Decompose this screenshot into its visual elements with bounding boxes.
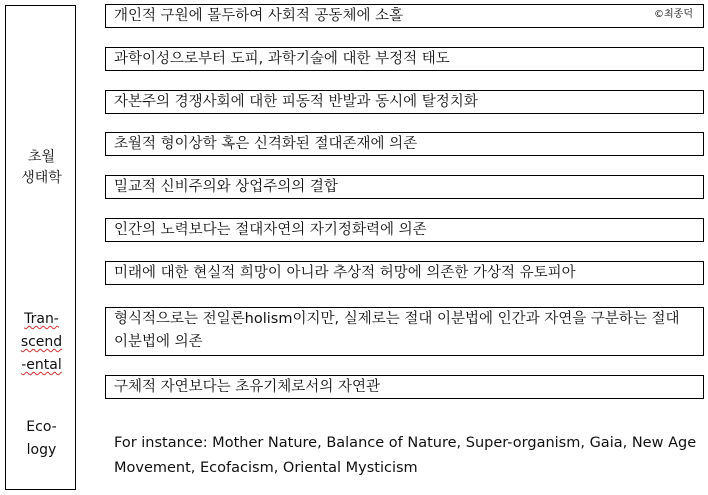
category-label-line: Tran- bbox=[24, 311, 59, 327]
characteristic-box-1 bbox=[105, 4, 704, 28]
characteristic-box-9 bbox=[105, 375, 704, 399]
left-category-panel bbox=[5, 5, 76, 490]
characteristic-text: 자본주의 경쟁사회에 대한 피동적 반발과 동시에 탈정치화 bbox=[114, 94, 478, 110]
category-label-line: 생태학 bbox=[21, 170, 62, 186]
category-label-line: scend bbox=[20, 334, 63, 350]
characteristic-text: 형식적으로는 전일론holism이지만, 실제로는 절대 이분법에 인간과 자연을 구분하는 절대 이분법에 의존 bbox=[114, 311, 680, 350]
characteristic-box-8 bbox=[105, 307, 704, 356]
characteristic-text: 과학이성으로부터 도피, 과학기술에 대한 부정적 태도 bbox=[114, 51, 450, 67]
characteristic-box-7 bbox=[105, 261, 704, 285]
characteristic-text: 초월적 형이상학 혹은 신격화된 절대존재에 의존 bbox=[114, 136, 418, 152]
copyright-label: ©최종덕 bbox=[654, 9, 693, 20]
characteristic-text: 개인적 구원에 몰두하여 사회적 공동체에 소홀 bbox=[114, 8, 404, 24]
characteristic-text: 밀교적 신비주의와 상업주의의 결합 bbox=[114, 179, 338, 195]
characteristic-text: 미래에 대한 현실적 희망이 아니라 추상적 허망에 의존한 가상적 유토피아 bbox=[114, 265, 576, 281]
characteristic-box-4 bbox=[105, 132, 704, 156]
category-label-ecology bbox=[6, 416, 77, 462]
examples-text: For instance: Mother Nature, Balance of Nature, Super-organism, Gaia, New Age Movement, Ecofacism, Oriental Mysticism bbox=[114, 435, 697, 476]
category-label-line: -ental bbox=[21, 357, 62, 373]
characteristic-box-2 bbox=[105, 47, 704, 71]
characteristic-box-6 bbox=[105, 218, 704, 242]
category-label-line: logy bbox=[26, 442, 57, 458]
characteristic-box-3 bbox=[105, 90, 704, 114]
characteristic-text: 인간의 노력보다는 절대자연의 자기정화력에 의존 bbox=[114, 222, 427, 238]
characteristic-box-5 bbox=[105, 175, 704, 199]
characteristic-text: 구체적 자연보다는 초유기체로서의 자연관 bbox=[114, 379, 380, 395]
category-label-line: Eco- bbox=[26, 419, 57, 435]
category-label-line: 초월 bbox=[27, 149, 56, 165]
category-label-korean bbox=[6, 147, 77, 189]
category-label-english bbox=[6, 308, 77, 377]
